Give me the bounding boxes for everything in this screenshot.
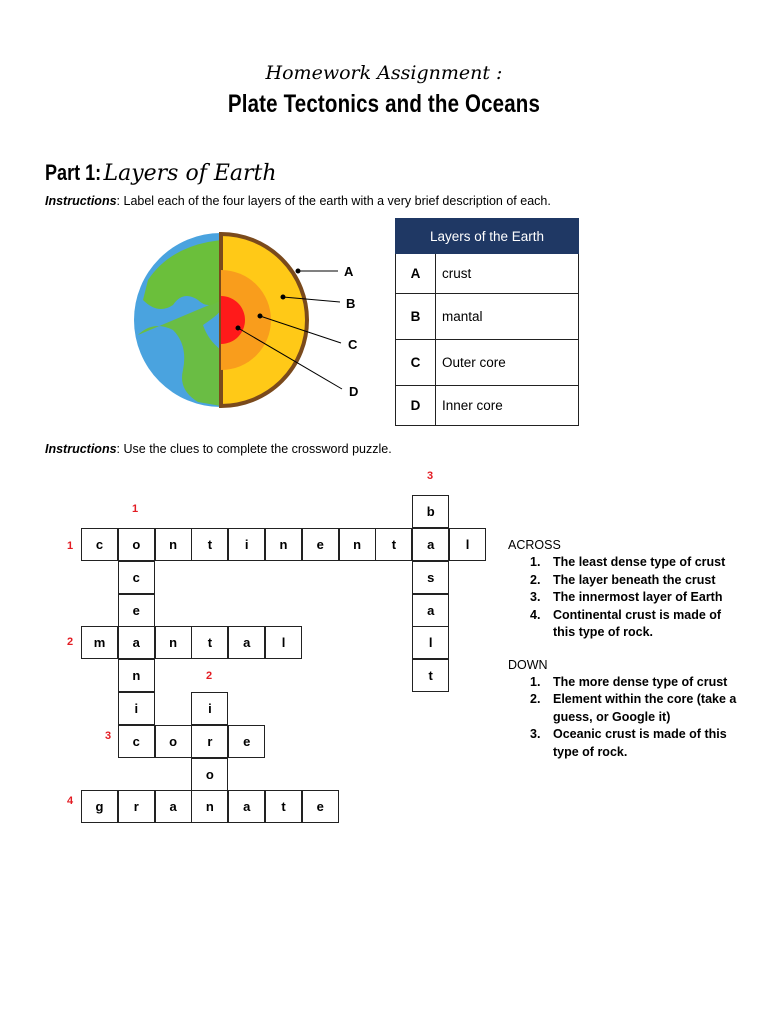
- crossword-cell[interactable]: o: [191, 758, 228, 791]
- clue-number-label: 3: [105, 730, 112, 742]
- part1-name: Layers of Earth: [103, 161, 277, 186]
- part1-instructions: [45, 194, 551, 208]
- crossword-cell[interactable]: n: [155, 626, 192, 659]
- crossword-cell[interactable]: c: [81, 528, 118, 561]
- table-row: [396, 386, 579, 426]
- row-description[interactable]: mantal: [436, 294, 579, 340]
- instructions-text: : Label each of the four layers of the earth with a very brief description of each.: [116, 194, 551, 208]
- assignment-subtitle: Homework Assignment :: [265, 62, 503, 84]
- instructions-label: Instructions: [45, 194, 117, 208]
- clue-text: Element within the core (take a guess, or Google it): [553, 692, 737, 724]
- row-description[interactable]: Inner core: [436, 386, 579, 426]
- crossword-cell[interactable]: a: [118, 626, 155, 659]
- crossword-cell[interactable]: m: [81, 626, 118, 659]
- instructions-text: : Use the clues to complete the crossword puzzle.: [116, 442, 392, 456]
- instructions-label: Instructions: [45, 442, 117, 456]
- clue-number: 1.: [530, 674, 541, 689]
- crossword-cell[interactable]: i: [118, 692, 155, 725]
- diagram-label-a: A: [344, 264, 354, 279]
- diagram-label-d: D: [349, 384, 359, 399]
- earth-layers-diagram: [128, 230, 368, 410]
- clue-text: Oceanic crust is made of this type of rock.: [553, 727, 727, 759]
- crossword-cell[interactable]: i: [191, 692, 228, 725]
- row-letter: A: [396, 254, 436, 294]
- crossword-cell[interactable]: t: [412, 659, 449, 692]
- crossword-cell[interactable]: n: [265, 528, 302, 561]
- clue-number-label: 1: [67, 540, 74, 552]
- clue-number: 3.: [530, 590, 541, 604]
- crossword-cell[interactable]: n: [339, 528, 376, 561]
- clue-item: [508, 607, 738, 642]
- crossword-cell[interactable]: a: [412, 528, 449, 561]
- clue-item: [508, 674, 738, 692]
- crossword-cell[interactable]: t: [191, 528, 228, 561]
- row-letter: C: [396, 340, 436, 386]
- crossword-cell[interactable]: s: [412, 561, 449, 594]
- layers-table-header: Layers of the Earth: [396, 219, 579, 254]
- part1-number: Part 1:: [45, 160, 102, 185]
- crossword-cell[interactable]: t: [191, 626, 228, 659]
- crossword-cell[interactable]: e: [302, 528, 339, 561]
- crossword-cell[interactable]: g: [81, 790, 118, 823]
- part2-instructions: [45, 442, 392, 456]
- across-heading: ACROSS: [508, 538, 561, 552]
- row-description[interactable]: crust: [436, 254, 579, 294]
- crossword-cell[interactable]: l: [265, 626, 302, 659]
- crossword-cell[interactable]: a: [228, 626, 265, 659]
- crossword-cell[interactable]: a: [155, 790, 192, 823]
- clue-item: [508, 691, 738, 726]
- crossword-cell[interactable]: l: [412, 626, 449, 659]
- down-clue-list: [508, 674, 738, 762]
- clue-number-label: 1: [132, 503, 139, 515]
- crossword-cell[interactable]: a: [412, 594, 449, 627]
- row-description[interactable]: Outer core: [436, 340, 579, 386]
- crossword-cell[interactable]: o: [155, 725, 192, 758]
- crossword-cell[interactable]: t: [265, 790, 302, 823]
- clue-number-label: 2: [206, 670, 213, 682]
- crossword-cell[interactable]: l: [449, 528, 486, 561]
- page-title: Plate Tectonics and the Oceans: [227, 90, 541, 118]
- crossword-cell[interactable]: a: [228, 790, 265, 823]
- clue-number-label: 4: [67, 795, 74, 807]
- crossword-clues: [508, 538, 738, 777]
- clue-item: [508, 726, 738, 761]
- crossword-cell[interactable]: o: [118, 528, 155, 561]
- crossword-cell[interactable]: i: [228, 528, 265, 561]
- clue-number: 4.: [530, 607, 541, 622]
- crossword-cell[interactable]: e: [302, 790, 339, 823]
- clue-number: 2.: [530, 572, 541, 587]
- diagram-label-b: B: [346, 296, 356, 311]
- layers-table: [395, 218, 579, 426]
- crossword-cell[interactable]: b: [412, 495, 449, 528]
- crossword-cell[interactable]: e: [228, 725, 265, 758]
- crossword-cell[interactable]: t: [375, 528, 412, 561]
- clue-text: Continental crust is made of this type of rock.: [553, 607, 722, 639]
- clue-item: [508, 554, 738, 572]
- table-row: [396, 294, 579, 340]
- clue-number: 2.: [530, 692, 541, 706]
- clue-number-label: 2: [67, 636, 74, 648]
- crossword-cell[interactable]: n: [155, 528, 192, 561]
- crossword-cell[interactable]: e: [118, 594, 155, 627]
- clue-text: The innermost layer of Earth: [553, 590, 723, 604]
- crossword-grid: [0, 460, 500, 840]
- table-row: [396, 254, 579, 294]
- clue-item: [508, 572, 738, 590]
- row-letter: D: [396, 386, 436, 426]
- crossword-cell[interactable]: c: [118, 725, 155, 758]
- clue-text: The more dense type of crust: [553, 674, 728, 689]
- clue-item: [508, 589, 738, 607]
- down-heading: DOWN: [508, 657, 548, 672]
- crossword-cell[interactable]: r: [118, 790, 155, 823]
- clue-number: 1.: [530, 555, 541, 569]
- row-letter: B: [396, 294, 436, 340]
- clue-number: 3.: [530, 727, 541, 741]
- across-clue-list: [508, 554, 738, 642]
- crossword-cell[interactable]: n: [191, 790, 228, 823]
- crossword-cell[interactable]: n: [118, 659, 155, 692]
- crossword-cell[interactable]: c: [118, 561, 155, 594]
- clue-text: The layer beneath the crust: [553, 572, 716, 587]
- crossword-cell[interactable]: r: [191, 725, 228, 758]
- clue-text: The least dense type of crust: [553, 555, 726, 569]
- table-row: [396, 340, 579, 386]
- clue-number-label: 3: [427, 470, 434, 482]
- diagram-label-c: C: [348, 337, 358, 352]
- part1-heading: [45, 160, 277, 186]
